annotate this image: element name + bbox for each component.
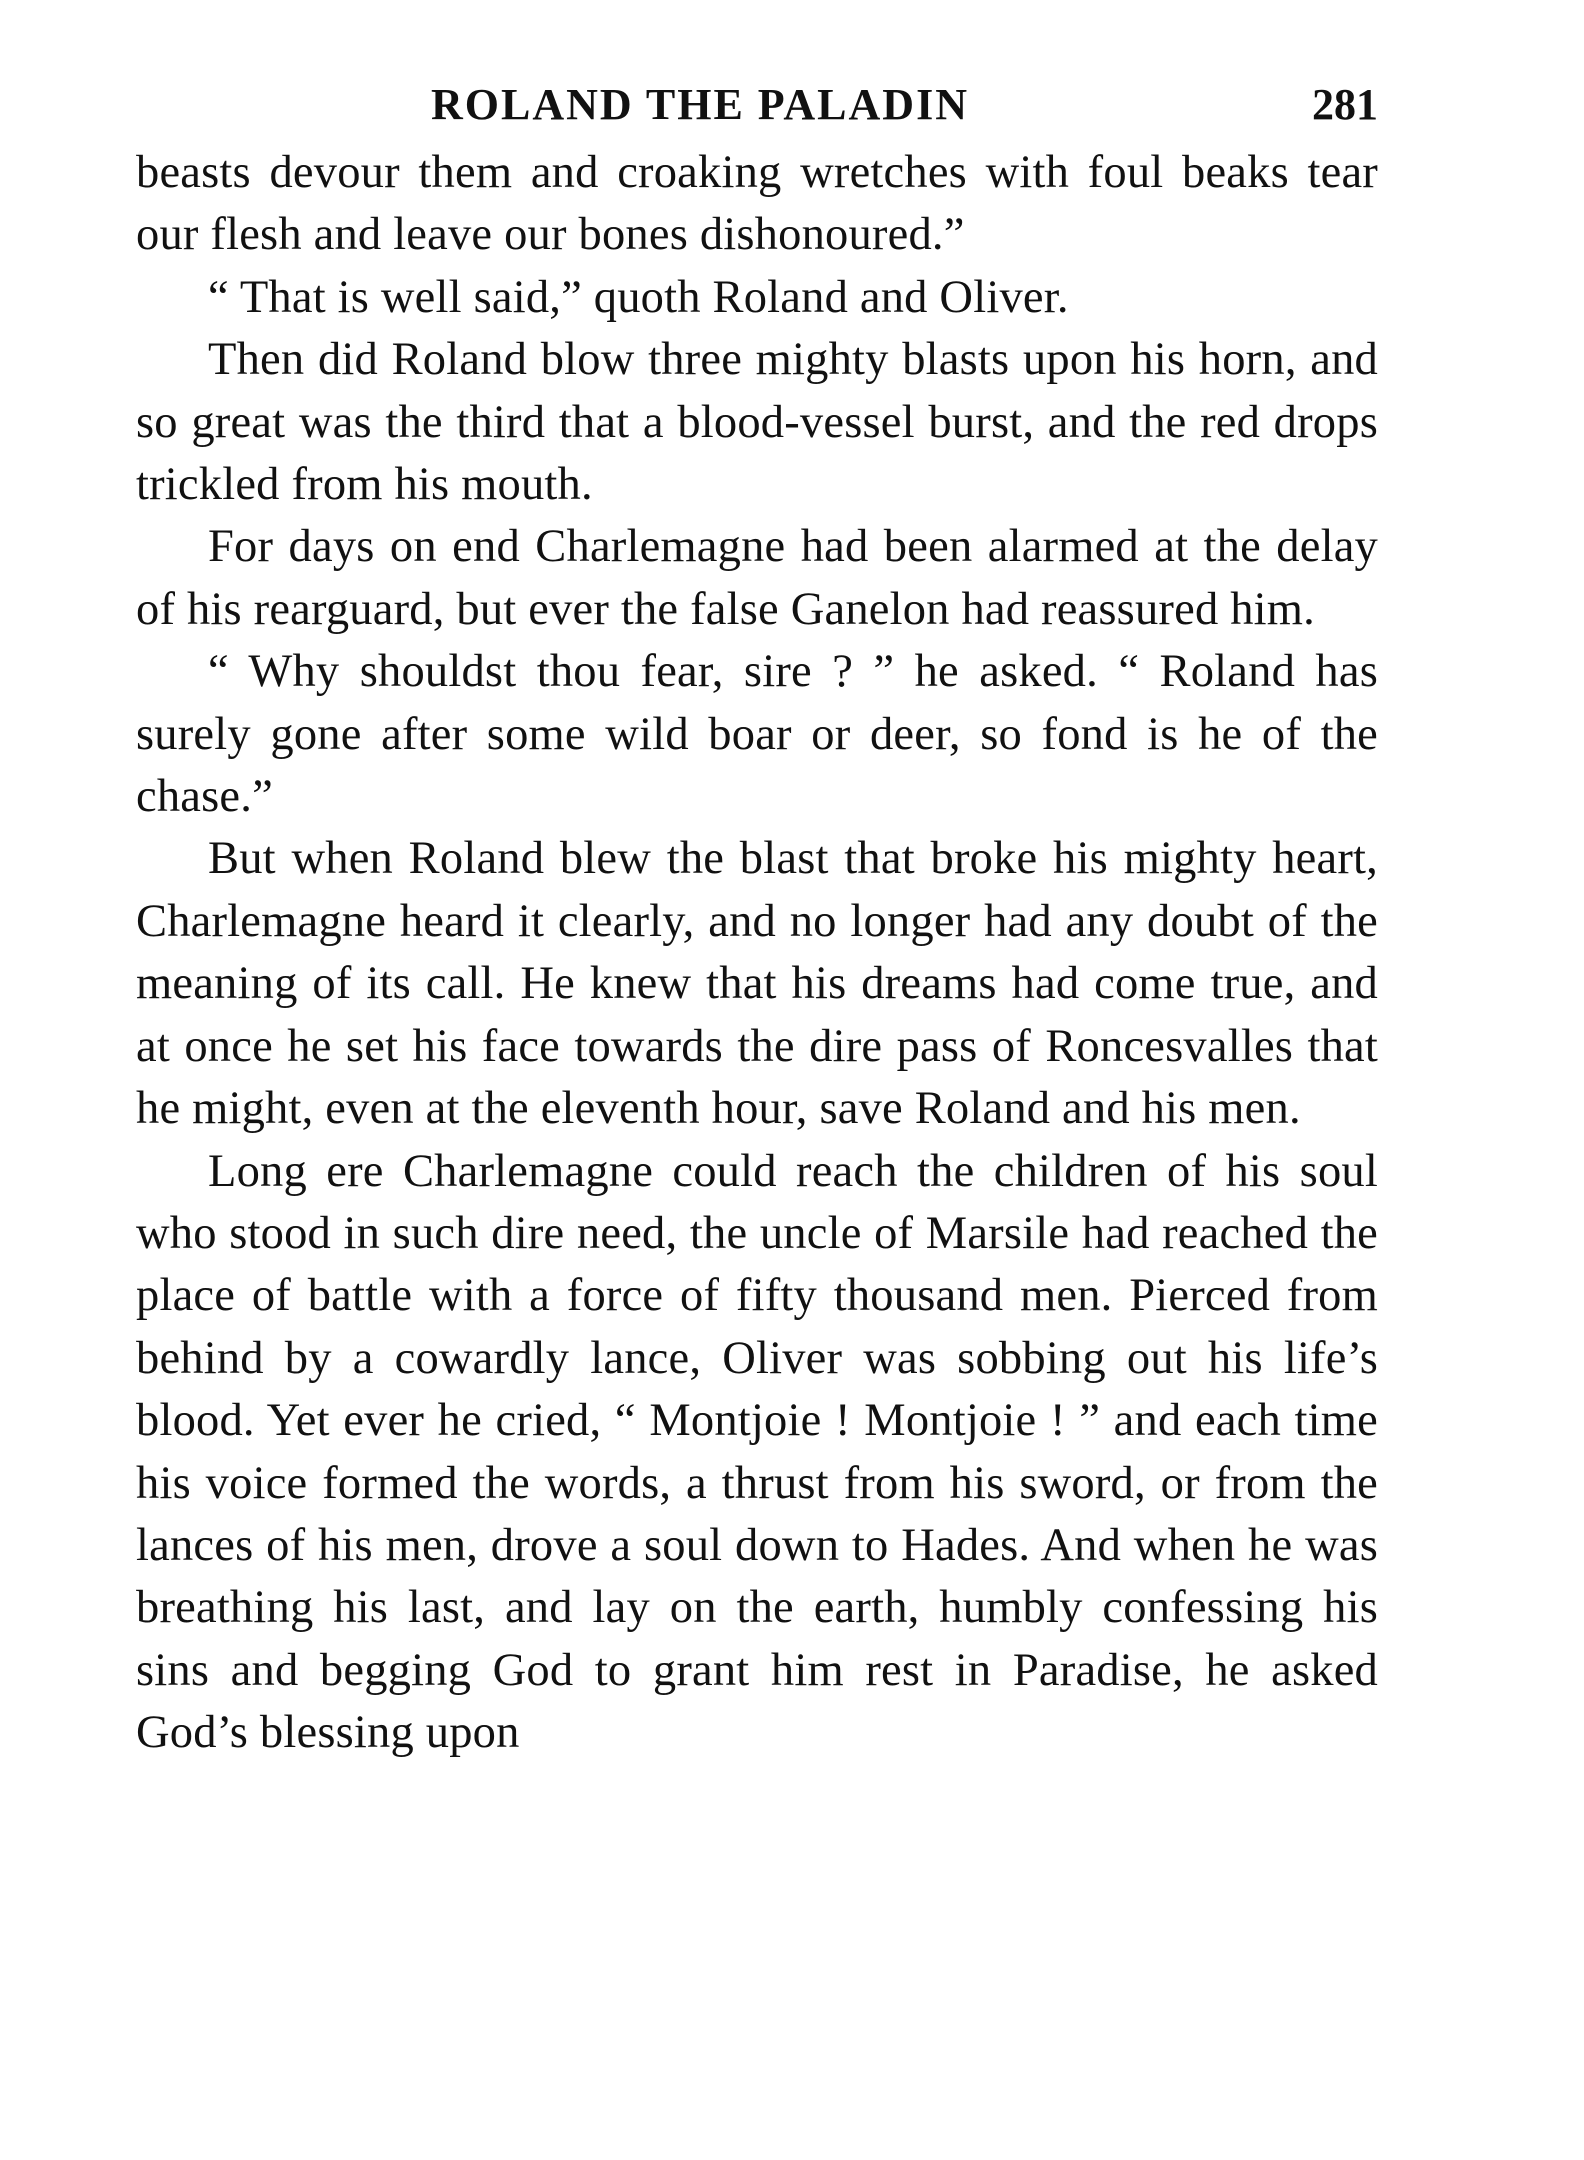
page-number: 281 [1312,80,1378,129]
running-head [136,70,1378,140]
paragraph: “ That is well said,” quoth Roland and Oliver. [208,271,1069,323]
paragraph-continued: beasts devour them and croaking wretches with foul beaks tear our flesh and leave our bones dishonoured.” [136,147,1378,261]
paragraph: Long ere Charlemagne could reach the children of his soul who stood in such dire need, the uncle of Marsile had reached the place of battle with a force of fifty thousand men. Pierced from behind by a cowardly lance, Oliver was sobbing out his life’s blood. Yet ever he cried, “ Montjoie ! Montjoie ! ” and each time his voice formed the words, a thrust from his sword, or from the lances of his men, drove a soul down to Hades. And when he was breathing his last, and lay on the earth, humbly confessing his sins and begging God to grant him rest in Paradise, he asked God’s blessing upon [136,1145,1378,1759]
book-page [136,70,1378,1765]
body-text [136,142,1378,1765]
paragraph: For days on end Charlemagne had been alarmed at the delay of his rearguard, but ever the false Ganelon had reassured him. [136,521,1378,635]
running-title: ROLAND THE PALADIN [431,80,969,129]
paragraph: “ Why shouldst thou fear, sire ? ” he asked. “ Roland has surely gone after some wild boar or deer, so fond is he of the chase.” [136,646,1378,823]
paragraph: But when Roland blew the blast that broke his mighty heart, Charlemagne heard it clearly, and no longer had any doubt of the meaning of its call. He knew that his dreams had come true, and at once he set his face towards the dire pass of Roncesvalles that he might, even at the eleventh hour, save Roland and his men. [136,833,1378,1135]
paragraph: Then did Roland blow three mighty blasts upon his horn, and so great was the third that a blood-vessel burst, and the red drops trickled from his mouth. [136,334,1378,511]
